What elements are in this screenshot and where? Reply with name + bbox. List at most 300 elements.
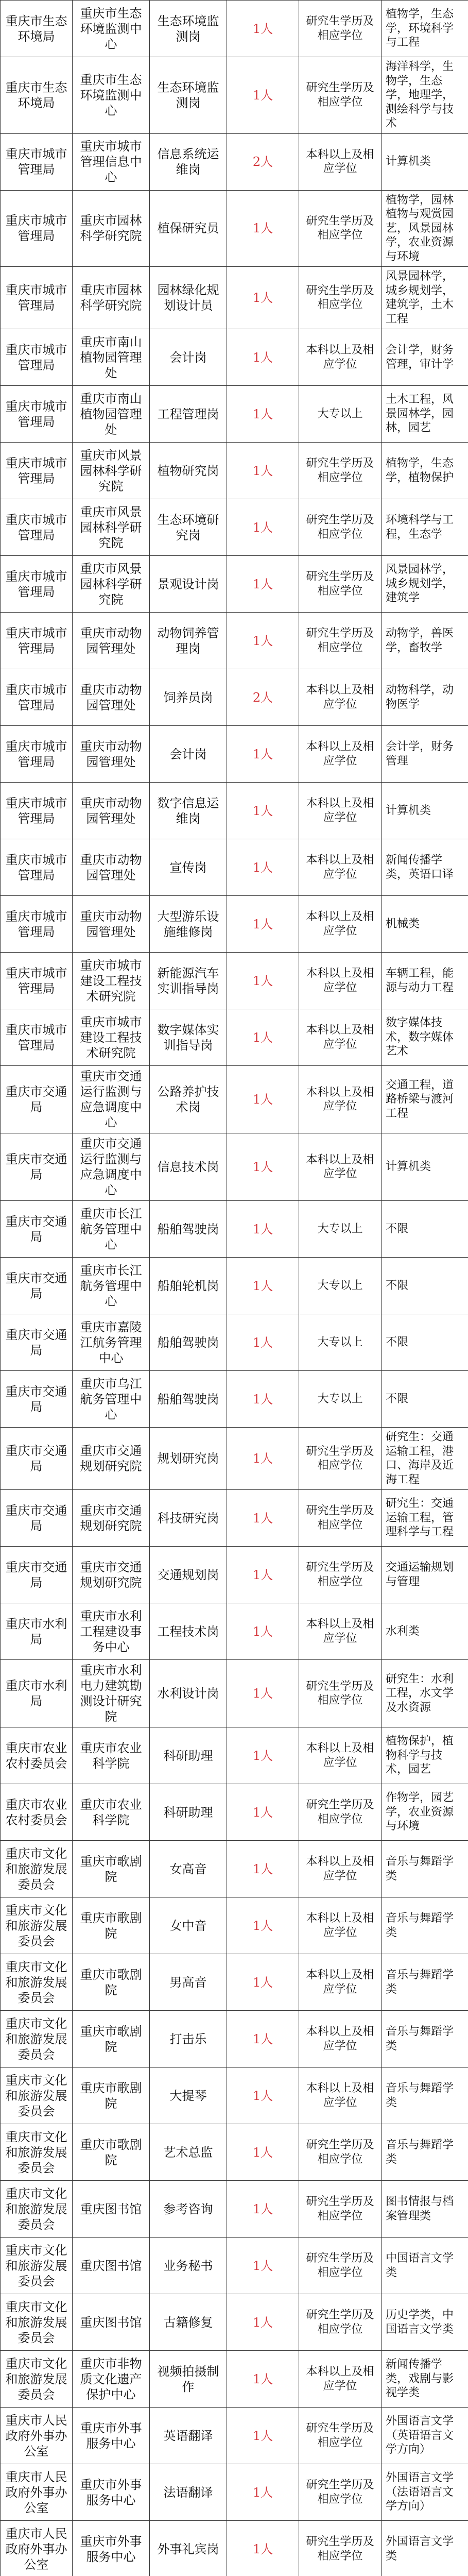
- table-row: [1, 2181, 468, 2238]
- cell-education: 研究生学历及相应学位: [299, 2464, 382, 2521]
- cell-department: 重庆市城市管理局: [1, 669, 73, 726]
- cell-post: 信息系统运维岗: [150, 133, 227, 190]
- table-row: [1, 1, 468, 57]
- cell-major: 计算机类: [382, 1133, 468, 1201]
- table-row: [1, 1314, 468, 1371]
- cell-post: 视频拍摄制作: [150, 2351, 227, 2408]
- cell-unit: 重庆市风景园林科学研究院: [73, 499, 150, 556]
- cell-unit: 重庆市交通规划研究院: [73, 1547, 150, 1603]
- cell-post: 数字信息运维岗: [150, 783, 227, 839]
- cell-unit: 重庆市交通运行监测与应急调度中心: [73, 1066, 150, 1133]
- cell-education: 研究生学历及相应学位: [299, 1784, 382, 1841]
- cell-count: 1人: [227, 2351, 299, 2408]
- cell-major: 风景园林学，城乡规划学，建筑学，土木工程: [382, 267, 468, 329]
- cell-major: 外国语言文学（英语语言文学方向）: [382, 2408, 468, 2464]
- table-row: [1, 2351, 468, 2408]
- cell-education: 本科以上及相应学位: [299, 783, 382, 839]
- cell-department: 重庆市城市管理局: [1, 783, 73, 839]
- cell-post: 船舶驾驶岗: [150, 1371, 227, 1428]
- cell-education: 本科以上及相应学位: [299, 1066, 382, 1133]
- cell-post: 规划研究岗: [150, 1428, 227, 1490]
- cell-unit: 重庆市风景园林科学研究院: [73, 443, 150, 499]
- cell-department: 重庆市交通局: [1, 1258, 73, 1314]
- cell-unit: 重庆市农业科学院: [73, 1784, 150, 1841]
- cell-post: 打击乐: [150, 2011, 227, 2067]
- cell-post: 法语翻译: [150, 2464, 227, 2521]
- cell-post: 会计岗: [150, 726, 227, 783]
- cell-department: 重庆市城市管理局: [1, 329, 73, 386]
- cell-unit: 重庆市城市建设工程技术研究院: [73, 1009, 150, 1066]
- table-row: [1, 267, 468, 329]
- cell-major: 车辆工程，能源与动力工程: [382, 953, 468, 1009]
- cell-unit: 重庆市城市建设工程技术研究院: [73, 953, 150, 1009]
- cell-major: 会计学，财务管理: [382, 726, 468, 783]
- cell-department: 重庆市交通局: [1, 1428, 73, 1490]
- cell-post: 外事礼宾岗: [150, 2521, 227, 2576]
- cell-count: 1人: [227, 1603, 299, 1660]
- cell-post: 英语翻译: [150, 2408, 227, 2464]
- cell-education: 研究生学历及相应学位: [299, 556, 382, 613]
- cell-education: 大专以上: [299, 1314, 382, 1371]
- table-row: [1, 613, 468, 669]
- cell-post: 动物饲养管理岗: [150, 613, 227, 669]
- cell-unit: 重庆市水利电力建筑勘测设计研究院: [73, 1660, 150, 1727]
- cell-department: 重庆市城市管理局: [1, 726, 73, 783]
- cell-department: 重庆市城市管理局: [1, 1009, 73, 1066]
- cell-education: 大专以上: [299, 1258, 382, 1314]
- cell-education: 研究生学历及相应学位: [299, 1490, 382, 1547]
- cell-major: 植物保护，植物科学与技术，园艺: [382, 1727, 468, 1784]
- cell-major: 作物学，园艺学，农业资源与环境: [382, 1784, 468, 1841]
- cell-post: 古籍修复: [150, 2294, 227, 2351]
- cell-unit: 重庆市交通规划研究院: [73, 1428, 150, 1490]
- cell-major: 不限: [382, 1314, 468, 1371]
- cell-count: 1人: [227, 1201, 299, 1258]
- table-row: [1, 329, 468, 386]
- table-row: [1, 57, 468, 134]
- cell-count: 1人: [227, 57, 299, 134]
- table-body: [1, 1, 468, 2576]
- table-row: [1, 1133, 468, 1201]
- cell-major: 历史学类，中国语言文学类: [382, 2294, 468, 2351]
- cell-department: 重庆市文化和旅游发展委员会: [1, 1954, 73, 2011]
- table-row: [1, 1201, 468, 1258]
- cell-education: 本科以上及相应学位: [299, 1009, 382, 1066]
- cell-major: 音乐与舞蹈学类: [382, 2124, 468, 2181]
- cell-unit: 重庆图书馆: [73, 2181, 150, 2238]
- cell-unit: 重庆市动物园管理处: [73, 726, 150, 783]
- cell-education: 研究生学历及相应学位: [299, 2294, 382, 2351]
- cell-count: 1人: [227, 2521, 299, 2576]
- cell-post: 艺术总监: [150, 2124, 227, 2181]
- table-row: [1, 669, 468, 726]
- cell-count: 1人: [227, 1, 299, 57]
- cell-post: 新能源汽车实训指导岗: [150, 953, 227, 1009]
- cell-count: 1人: [227, 2181, 299, 2238]
- cell-unit: 重庆市动物园管理处: [73, 613, 150, 669]
- cell-unit: 重庆市非物质文化遗产保护中心: [73, 2351, 150, 2408]
- cell-count: 1人: [227, 1954, 299, 2011]
- table-row: [1, 2521, 468, 2576]
- cell-count: 1人: [227, 726, 299, 783]
- table-row: [1, 2408, 468, 2464]
- cell-education: 大专以上: [299, 1371, 382, 1428]
- cell-department: 重庆市农业农村委员会: [1, 1727, 73, 1784]
- cell-count: 1人: [227, 267, 299, 329]
- cell-department: 重庆市文化和旅游发展委员会: [1, 2351, 73, 2408]
- cell-education: 本科以上及相应学位: [299, 726, 382, 783]
- cell-unit: 重庆图书馆: [73, 2238, 150, 2294]
- cell-department: 重庆市农业农村委员会: [1, 1784, 73, 1841]
- table-row: [1, 190, 468, 267]
- cell-education: 研究生学历及相应学位: [299, 1660, 382, 1727]
- cell-count: 1人: [227, 1660, 299, 1727]
- cell-department: 重庆市城市管理局: [1, 386, 73, 443]
- cell-major: 音乐与舞蹈学类: [382, 1954, 468, 2011]
- cell-count: 1人: [227, 2408, 299, 2464]
- cell-major: 研究生：水利工程，水文学及水资源: [382, 1660, 468, 1727]
- table-row: [1, 1841, 468, 1897]
- cell-count: 1人: [227, 386, 299, 443]
- cell-major: 动物学，兽医学，畜牧学: [382, 613, 468, 669]
- cell-major: 计算机类: [382, 133, 468, 190]
- cell-unit: 重庆市歌剧院: [73, 1954, 150, 2011]
- cell-unit: 重庆市乌江航务管理中心: [73, 1371, 150, 1428]
- cell-education: 研究生学历及相应学位: [299, 2521, 382, 2576]
- cell-unit: 重庆市长江航务管理中心: [73, 1258, 150, 1314]
- cell-major: 风景园林学，城乡规划学，建筑学: [382, 556, 468, 613]
- table-row: [1, 2067, 468, 2124]
- cell-education: 研究生学历及相应学位: [299, 267, 382, 329]
- cell-education: 本科以上及相应学位: [299, 839, 382, 896]
- cell-department: 重庆市城市管理局: [1, 839, 73, 896]
- cell-major: 水利类: [382, 1603, 468, 1660]
- cell-count: 1人: [227, 1066, 299, 1133]
- cell-count: 1人: [227, 953, 299, 1009]
- table-row: [1, 1490, 468, 1547]
- cell-education: 研究生学历及相应学位: [299, 57, 382, 134]
- cell-count: 2人: [227, 669, 299, 726]
- table-row: [1, 556, 468, 613]
- table-row: [1, 1428, 468, 1490]
- cell-count: 1人: [227, 556, 299, 613]
- cell-post: 船舶驾驶岗: [150, 1201, 227, 1258]
- cell-count: 1人: [227, 443, 299, 499]
- cell-department: 重庆市交通局: [1, 1314, 73, 1371]
- table-row: [1, 1371, 468, 1428]
- cell-major: 交通工程，道路桥梁与渡河工程: [382, 1066, 468, 1133]
- cell-major: 新闻传播学类，英语口译: [382, 839, 468, 896]
- cell-unit: 重庆市农业科学院: [73, 1727, 150, 1784]
- cell-department: 重庆市交通局: [1, 1066, 73, 1133]
- cell-post: 信息技术岗: [150, 1133, 227, 1201]
- cell-post: 宣传岗: [150, 839, 227, 896]
- cell-major: 植物学，园林植物与观赏园艺，风景园林学，农业资源与环境: [382, 190, 468, 267]
- cell-education: 本科以上及相应学位: [299, 133, 382, 190]
- cell-department: 重庆市文化和旅游发展委员会: [1, 2181, 73, 2238]
- cell-post: 景观设计岗: [150, 556, 227, 613]
- cell-post: 植保研究员: [150, 190, 227, 267]
- cell-count: 1人: [227, 2124, 299, 2181]
- cell-major: 海洋科学，生物学，生态学，地理学，测绘科学与技术: [382, 57, 468, 134]
- cell-unit: 重庆市歌剧院: [73, 1841, 150, 1897]
- cell-education: 研究生学历及相应学位: [299, 2181, 382, 2238]
- cell-count: 1人: [227, 2067, 299, 2124]
- table-row: [1, 1603, 468, 1660]
- cell-major: 外国语言文学类: [382, 2521, 468, 2576]
- cell-count: 1人: [227, 1897, 299, 1954]
- cell-post: 园林绿化规划设计员: [150, 267, 227, 329]
- cell-post: 数字媒体实训指导岗: [150, 1009, 227, 1066]
- table-row: [1, 133, 468, 190]
- cell-major: 会计学，财务管理，审计学: [382, 329, 468, 386]
- table-row: [1, 386, 468, 443]
- cell-education: 研究生学历及相应学位: [299, 1, 382, 57]
- cell-post: 船舶驾驶岗: [150, 1314, 227, 1371]
- cell-count: 1人: [227, 1314, 299, 1371]
- cell-unit: 重庆市城市管理信息中心: [73, 133, 150, 190]
- cell-count: 1人: [227, 2011, 299, 2067]
- cell-count: 1人: [227, 896, 299, 953]
- cell-unit: 重庆市歌剧院: [73, 2067, 150, 2124]
- cell-major: 音乐与舞蹈学类: [382, 2011, 468, 2067]
- cell-unit: 重庆市风景园林科学研究院: [73, 556, 150, 613]
- cell-department: 重庆市生态环境局: [1, 57, 73, 134]
- cell-major: 不限: [382, 1371, 468, 1428]
- cell-major: 数字媒体技术，数字媒体艺术: [382, 1009, 468, 1066]
- table-row: [1, 1727, 468, 1784]
- cell-education: 大专以上: [299, 386, 382, 443]
- cell-education: 本科以上及相应学位: [299, 2011, 382, 2067]
- cell-education: 研究生学历及相应学位: [299, 2124, 382, 2181]
- table-row: [1, 1954, 468, 2011]
- cell-education: 本科以上及相应学位: [299, 2351, 382, 2408]
- table-row: [1, 2238, 468, 2294]
- table-row: [1, 896, 468, 953]
- cell-post: 工程管理岗: [150, 386, 227, 443]
- cell-major: 机械类: [382, 896, 468, 953]
- cell-count: 1人: [227, 783, 299, 839]
- table-row: [1, 1009, 468, 1066]
- cell-education: 本科以上及相应学位: [299, 1841, 382, 1897]
- cell-unit: 重庆市动物园管理处: [73, 669, 150, 726]
- cell-major: 音乐与舞蹈学类: [382, 2067, 468, 2124]
- cell-post: 植物研究岗: [150, 443, 227, 499]
- cell-department: 重庆市文化和旅游发展委员会: [1, 2294, 73, 2351]
- cell-major: 动物科学，动物医学: [382, 669, 468, 726]
- cell-department: 重庆市人民政府外事办公室: [1, 2521, 73, 2576]
- cell-count: 1人: [227, 839, 299, 896]
- cell-unit: 重庆图书馆: [73, 2294, 150, 2351]
- cell-department: 重庆市交通局: [1, 1547, 73, 1603]
- cell-education: 研究生学历及相应学位: [299, 2408, 382, 2464]
- table-row: [1, 726, 468, 783]
- table-row: [1, 2294, 468, 2351]
- table-row: [1, 2011, 468, 2067]
- cell-count: 1人: [227, 1784, 299, 1841]
- cell-post: 女中音: [150, 1897, 227, 1954]
- table-row: [1, 839, 468, 896]
- cell-education: 研究生学历及相应学位: [299, 190, 382, 267]
- cell-count: 1人: [227, 1133, 299, 1201]
- cell-post: 科技研究岗: [150, 1490, 227, 1547]
- cell-unit: 重庆市交通规划研究院: [73, 1490, 150, 1547]
- cell-department: 重庆市文化和旅游发展委员会: [1, 2067, 73, 2124]
- cell-count: 1人: [227, 1258, 299, 1314]
- cell-post: 生态环境研究岗: [150, 499, 227, 556]
- cell-count: 1人: [227, 1009, 299, 1066]
- cell-education: 本科以上及相应学位: [299, 2067, 382, 2124]
- cell-department: 重庆市城市管理局: [1, 190, 73, 267]
- cell-education: 本科以上及相应学位: [299, 1603, 382, 1660]
- cell-unit: 重庆市外事服务中心: [73, 2464, 150, 2521]
- cell-major: 植物学，生态学，植物保护: [382, 443, 468, 499]
- table-row: [1, 2124, 468, 2181]
- table-row: [1, 953, 468, 1009]
- cell-department: 重庆市城市管理局: [1, 443, 73, 499]
- cell-major: 不限: [382, 1258, 468, 1314]
- cell-count: 1人: [227, 1841, 299, 1897]
- cell-count: 1人: [227, 499, 299, 556]
- cell-unit: 重庆市歌剧院: [73, 1897, 150, 1954]
- cell-education: 本科以上及相应学位: [299, 329, 382, 386]
- table-row: [1, 1066, 468, 1133]
- table-row: [1, 1547, 468, 1603]
- cell-department: 重庆市文化和旅游发展委员会: [1, 2011, 73, 2067]
- cell-unit: 重庆市交通运行监测与应急调度中心: [73, 1133, 150, 1201]
- cell-unit: 重庆市歌剧院: [73, 2011, 150, 2067]
- table-row: [1, 443, 468, 499]
- cell-unit: 重庆市动物园管理处: [73, 839, 150, 896]
- cell-education: 研究生学历及相应学位: [299, 499, 382, 556]
- cell-post: 生态环境监测岗: [150, 1, 227, 57]
- cell-education: 本科以上及相应学位: [299, 1727, 382, 1784]
- table-row: [1, 783, 468, 839]
- cell-department: 重庆市水利局: [1, 1660, 73, 1727]
- cell-count: 1人: [227, 1428, 299, 1490]
- cell-unit: 重庆市水利工程建设事务中心: [73, 1603, 150, 1660]
- cell-education: 研究生学历及相应学位: [299, 2238, 382, 2294]
- cell-post: 男高音: [150, 1954, 227, 2011]
- cell-post: 饲养员岗: [150, 669, 227, 726]
- table-row: [1, 1258, 468, 1314]
- cell-unit: 重庆市外事服务中心: [73, 2408, 150, 2464]
- cell-department: 重庆市城市管理局: [1, 613, 73, 669]
- cell-count: 1人: [227, 2464, 299, 2521]
- cell-department: 重庆市城市管理局: [1, 556, 73, 613]
- cell-department: 重庆市城市管理局: [1, 896, 73, 953]
- cell-major: 研究生：交通运输工程，管理科学与工程: [382, 1490, 468, 1547]
- cell-count: 1人: [227, 2294, 299, 2351]
- cell-post: 业务秘书: [150, 2238, 227, 2294]
- cell-education: 本科以上及相应学位: [299, 896, 382, 953]
- cell-count: 1人: [227, 1490, 299, 1547]
- cell-department: 重庆市文化和旅游发展委员会: [1, 2238, 73, 2294]
- cell-education: 本科以上及相应学位: [299, 1897, 382, 1954]
- cell-unit: 重庆市长江航务管理中心: [73, 1201, 150, 1258]
- cell-post: 参考咨询: [150, 2181, 227, 2238]
- cell-post: 水利设计岗: [150, 1660, 227, 1727]
- cell-department: 重庆市交通局: [1, 1133, 73, 1201]
- cell-post: 交通规划岗: [150, 1547, 227, 1603]
- cell-education: 本科以上及相应学位: [299, 1954, 382, 2011]
- cell-unit: 重庆市歌剧院: [73, 2124, 150, 2181]
- cell-count: 1人: [227, 190, 299, 267]
- cell-unit: 重庆市园林科学研究院: [73, 190, 150, 267]
- cell-major: 计算机类: [382, 783, 468, 839]
- cell-post: 大型游乐设施维修岗: [150, 896, 227, 953]
- table-row: [1, 1784, 468, 1841]
- cell-department: 重庆市城市管理局: [1, 953, 73, 1009]
- table-row: [1, 499, 468, 556]
- cell-post: 女高音: [150, 1841, 227, 1897]
- cell-department: 重庆市城市管理局: [1, 267, 73, 329]
- cell-post: 大提琴: [150, 2067, 227, 2124]
- cell-major: 交通运输规划与管理: [382, 1547, 468, 1603]
- cell-unit: 重庆市动物园管理处: [73, 896, 150, 953]
- cell-post: 工程技术岗: [150, 1603, 227, 1660]
- cell-unit: 重庆市生态环境监测中心: [73, 1, 150, 57]
- cell-education: 研究生学历及相应学位: [299, 1547, 382, 1603]
- cell-major: 外国语言文学（法语语言文学方向）: [382, 2464, 468, 2521]
- cell-education: 研究生学历及相应学位: [299, 1428, 382, 1490]
- cell-post: 会计岗: [150, 329, 227, 386]
- cell-count: 1人: [227, 1371, 299, 1428]
- cell-education: 研究生学历及相应学位: [299, 613, 382, 669]
- cell-department: 重庆市水利局: [1, 1603, 73, 1660]
- cell-education: 大专以上: [299, 1201, 382, 1258]
- cell-unit: 重庆市外事服务中心: [73, 2521, 150, 2576]
- cell-unit: 重庆市嘉陵江航务管理中心: [73, 1314, 150, 1371]
- table-row: [1, 1897, 468, 1954]
- cell-department: 重庆市人民政府外事办公室: [1, 2408, 73, 2464]
- cell-post: 科研助理: [150, 1784, 227, 1841]
- cell-major: 中国语言文学类: [382, 2238, 468, 2294]
- cell-major: 新闻传播学类，戏剧与影视学类: [382, 2351, 468, 2408]
- cell-post: 公路养护技术岗: [150, 1066, 227, 1133]
- cell-department: 重庆市文化和旅游发展委员会: [1, 1841, 73, 1897]
- cell-major: 音乐与舞蹈学类: [382, 1841, 468, 1897]
- cell-post: 科研助理: [150, 1727, 227, 1784]
- cell-major: 土木工程，风景园林学，园林，园艺: [382, 386, 468, 443]
- cell-count: 1人: [227, 329, 299, 386]
- cell-major: 音乐与舞蹈学类: [382, 1897, 468, 1954]
- cell-major: 植物学，生态学，环境科学与工程: [382, 1, 468, 57]
- cell-count: 1人: [227, 2238, 299, 2294]
- cell-department: 重庆市人民政府外事办公室: [1, 2464, 73, 2521]
- cell-count: 1人: [227, 613, 299, 669]
- cell-count: 1人: [227, 1727, 299, 1784]
- cell-department: 重庆市生态环境局: [1, 1, 73, 57]
- cell-education: 本科以上及相应学位: [299, 953, 382, 1009]
- cell-count: 1人: [227, 1547, 299, 1603]
- cell-unit: 重庆市动物园管理处: [73, 783, 150, 839]
- cell-major: 不限: [382, 1201, 468, 1258]
- cell-major: 环境科学与工程，生态学: [382, 499, 468, 556]
- table-row: [1, 2464, 468, 2521]
- cell-unit: 重庆市南山植物园管理处: [73, 329, 150, 386]
- cell-education: 研究生学历及相应学位: [299, 443, 382, 499]
- cell-count: 2人: [227, 133, 299, 190]
- cell-education: 本科以上及相应学位: [299, 669, 382, 726]
- cell-education: 本科以上及相应学位: [299, 1133, 382, 1201]
- cell-unit: 重庆市园林科学研究院: [73, 267, 150, 329]
- cell-department: 重庆市城市管理局: [1, 133, 73, 190]
- cell-department: 重庆市文化和旅游发展委员会: [1, 1897, 73, 1954]
- cell-department: 重庆市交通局: [1, 1490, 73, 1547]
- cell-department: 重庆市文化和旅游发展委员会: [1, 2124, 73, 2181]
- table-row: [1, 1660, 468, 1727]
